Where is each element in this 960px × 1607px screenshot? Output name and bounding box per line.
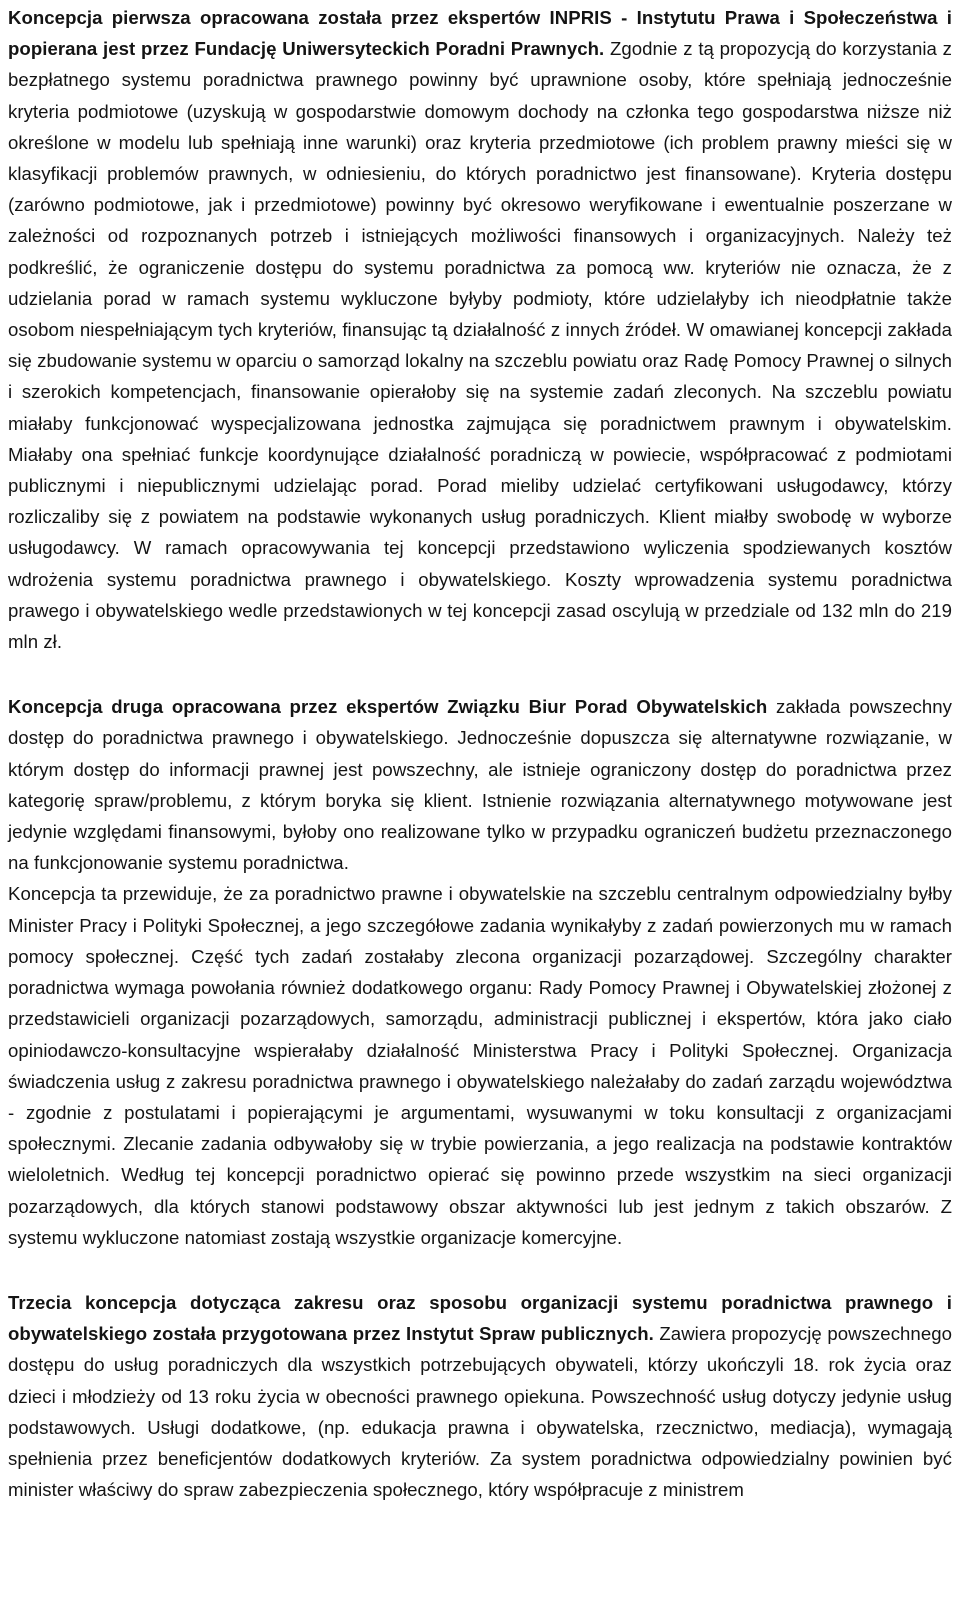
paragraph-concept-two-continued <box>8 878 952 1252</box>
concept-three-heading: Trzecia koncepcja dotycząca zakresu oraz sposobu organizacji systemu poradnictwa prawnego i obywatelskiego została przygotowana przez Instytut Spraw publicznych. <box>8 1291 952 1345</box>
paragraph-gap <box>8 657 952 691</box>
concept-one-heading: Koncepcja pierwsza opracowana została przez ekspertów INPRIS - Instytutu Prawa i Społeczeństwa i popierana jest przez Fundację Uniwersyteckich Poradni Prawnych. <box>8 7 952 60</box>
paragraph-concept-three <box>8 1287 952 1505</box>
concept-three-text: Zawiera propozycję powszechnego dostępu do usług poradniczych dla wszystkich potrzebujących obywateli, którzy ukończyli 18. rok życia oraz dzieci i młodzieży od 13 roku życia w obecności prawnego opiekuna. Powszechność usług dotyczy jedynie usług podstawowych. Usługi dodatkowe, (np. edukacja prawna i obywatelska, rzecznictwo, mediacja), wymagają spełnienia przez beneficjentów dodatkowych kryteriów. Za system poradnictwa odpowiedzialny powinien być minister właściwy do spraw zabezpieczenia społecznego, który współpracuje z ministrem <box>8 1323 952 1501</box>
concept-two-text-continued: Koncepcja ta przewiduje, że za poradnictwo prawne i obywatelskie na szczeblu centralnym odpowiedzialny byłby Minister Pracy i Polityki Społecznej, a jego szczegółowe zadania wynikałyby z zadań powierzonych mu w ramach pomocy społecznej. Część tych zadań zostałaby zlecona organizacji pozarządowej. Szczególny charakter poradnictwa wymaga powołania również dodatkowego organu: Rady Pomocy Prawnej i Obywatelskiej złożonej z przedstawicieli organizacji pozarządowych, samorządu, administracji publicznej i ekspertów, która jako ciało opiniodawczo-konsultacyjne wspierałaby działalność Ministerstwa Pracy i Polityki Społecznej. Organizacja świadczenia usług z zakresu poradnictwa prawnego i obywatelskiego należałaby do zadań zarządu województwa - zgodnie z postulatami i popierającymi je argumentami, wysuwanymi w toku konsultacji z organizacjami społecznymi. Zlecanie zadania odbywałoby się w trybie powierzania, a jego realizacja na podstawie kontraktów wieloletnich. Według tej koncepcji poradnictwo opierać się powinno przede wszystkim na sieci organizacji pozarządowych, dla których stanowi podstawowy obszar aktywności lub jest jednym z takich obszarów. Z systemu wykluczone natomiast zostają wszystkie organizacje komercyjne. <box>8 883 952 1248</box>
concept-two-text: zakłada powszechny dostęp do poradnictwa prawnego i obywatelskiego. Jednocześnie dopuszcza się alternatywne rozwiązanie, w którym dostęp do informacji prawnej jest powszechny, ale istnieje ograniczony dostęp do poradnictwa przez kategorię spraw/problemu, z którym boryka się klient. Istnienie rozwiązania alternatywnego motywowane jest jedynie względami finansowymi, byłoby ono realizowane tylko w przypadku ograniczeń budżetu przeznaczonego na funkcjonowanie systemu poradnictwa. <box>8 696 952 874</box>
document-page <box>8 2 952 1505</box>
paragraph-gap <box>8 1253 952 1287</box>
paragraph-concept-one <box>8 2 952 657</box>
concept-one-text: Zgodnie z tą propozycją do korzystania z bezpłatnego systemu poradnictwa prawnego powinny być uprawnione osoby, które spełniają jednocześnie kryteria podmiotowe (uzyskują w gospodarstwie domowym dochody na członka tego gospodarstwa niższe niż określone w modelu lub spełniają inne warunki) oraz kryteria przedmiotowe (ich problem prawny mieści się w klasyfikacji problemów prawnych, w odniesieniu, do których poradnictwo jest finansowane). Kryteria dostępu (zarówno podmiotowe, jak i przedmiotowe) powinny być okresowo weryfikowane i ewentualnie poszerzane w zależności od rozpoznanych potrzeb i istniejących możliwości finansowych i organizacyjnych. Należy też podkreślić, że ograniczenie dostępu do systemu poradnictwa za pomocą ww. kryteriów nie oznacza, że z udzielania porad w ramach systemu wykluczone byłyby podmioty, które udzielałyby ich nieodpłatnie także osobom niespełniającym tych kryteriów, finansując tą działalność z innych źródeł. W omawianej koncepcji zakłada się zbudowanie systemu w oparciu o samorząd lokalny na szczeblu powiatu oraz Radę Pomocy Prawnej o silnych i szerokich kompetencjach, finansowanie opierałoby się na systemie zadań zleconych. Na szczeblu powiatu miałaby funkcjonować wyspecjalizowana jednostka zajmująca się poradnictwem prawnym i obywatelskim. Miałaby ona spełniać funkcje koordynujące działalność poradniczą w powiecie, współpracować z podmiotami publicznymi i niepublicznymi udzielając porad. Porad mieliby udzielać certyfikowani usługodawcy, którzy rozliczaliby się z powiatem na podstawie wykonanych usług poradniczych. Klient miałby swobodę w wyborze usługodawcy. W ramach opracowywania tej koncepcji przedstawiono wyliczenia spodziewanych kosztów wdrożenia systemu poradnictwa prawnego i obywatelskiego. Koszty wprowadzenia systemu poradnictwa prawego i obywatelskiego wedle przedstawionych w tej koncepcji zasad oscylują w przedziale od 132 mln do 219 mln zł. <box>8 38 952 653</box>
paragraph-concept-two <box>8 691 952 878</box>
concept-two-heading: Koncepcja druga opracowana przez ekspertów Związku Biur Porad Obywatelskich <box>8 696 768 718</box>
